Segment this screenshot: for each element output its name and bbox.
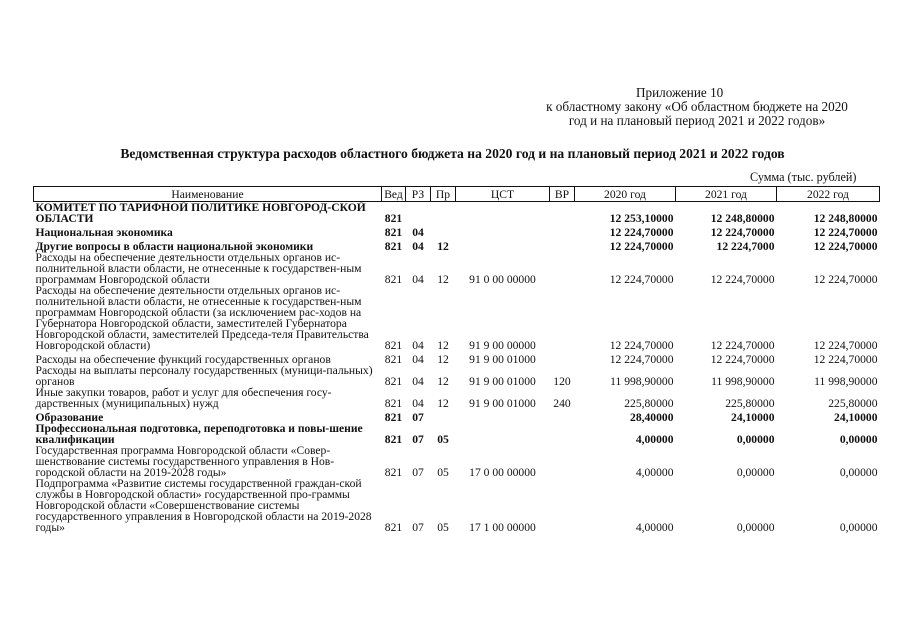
appendix-header [512, 86, 882, 128]
amount-2022-cell: 225,80000 [828, 397, 878, 410]
ved-cell: 821 [384, 397, 403, 410]
table-row [34, 252, 880, 285]
amount-2020-cell: 4,00000 [635, 433, 674, 446]
pr-cell: 12 [437, 353, 449, 366]
ved-cell: 821 [384, 212, 403, 225]
ved-cell: 821 [384, 273, 403, 286]
ved-cell: 821 [384, 240, 403, 253]
pr-cell [431, 224, 456, 238]
rz-cell: 04 [412, 339, 424, 352]
table-row [34, 285, 880, 351]
name-cell: Образование [35, 411, 104, 424]
amount-2022-cell: 0,00000 [839, 466, 878, 479]
ved-cell: 821 [384, 375, 403, 388]
amount-2022-cell: 12 224,70000 [813, 273, 878, 286]
header-2021: 2021 год [676, 187, 777, 202]
rz-cell [406, 202, 431, 225]
rz-cell: 07 [412, 466, 424, 479]
pr-cell: 12 [437, 375, 449, 388]
amount-2020-cell: 12 224,70000 [609, 273, 674, 286]
vr-cell [550, 238, 575, 252]
rz-cell: 04 [412, 397, 424, 410]
table-row [34, 387, 880, 409]
amount-2021-cell: 12 224,70000 [710, 339, 775, 352]
header-cst: ЦСТ [456, 187, 550, 202]
pr-cell: 05 [437, 433, 449, 446]
amount-2022-cell: 12 224,70000 [813, 240, 878, 253]
amount-2020-cell: 28,40000 [630, 411, 674, 424]
cst-cell: 17 0 00 00000 [469, 466, 536, 479]
appendix-period-line: год и на плановый период 2021 и 2022 годов» [568, 113, 826, 128]
name-cell: КОМИТЕТ ПО ТАРИФНОЙ ПОЛИТИКЕ НОВГОРОД-СКОЙ ОБЛАСТИ [35, 201, 366, 225]
amount-2022-cell: 11 998,90000 [814, 375, 878, 388]
table-row [34, 409, 880, 423]
name-cell: Иные закупки товаров, работ и услуг для обеспечения госу-дарственных (муниципальных) нужд [35, 386, 332, 410]
cst-cell [456, 238, 550, 252]
vr-cell [550, 445, 575, 478]
amount-2022-cell: 0,00000 [839, 521, 878, 534]
rz-cell: 04 [412, 273, 424, 286]
amount-2020-cell: 12 224,70000 [609, 226, 674, 239]
header-pr: Пр [431, 187, 456, 202]
header-vr: ВР [550, 187, 575, 202]
header-2022: 2022 год [777, 187, 880, 202]
amount-2020-cell: 4,00000 [635, 466, 674, 479]
table-row [34, 224, 880, 238]
vr-cell [550, 252, 575, 285]
pr-cell: 05 [437, 521, 449, 534]
vr-cell [550, 409, 575, 423]
budget-table [33, 186, 880, 533]
cst-cell [456, 202, 550, 225]
cst-cell: 91 9 00 01000 [469, 353, 536, 366]
amount-2020-cell: 12 224,70000 [609, 240, 674, 253]
cst-cell: 91 0 00 00000 [469, 273, 536, 286]
table-row [34, 202, 880, 225]
amount-2021-cell: 12 224,70000 [710, 353, 775, 366]
amount-2021-cell: 0,00000 [736, 521, 775, 534]
ved-cell: 821 [384, 433, 403, 446]
name-cell: Расходы на обеспечение функций государственных органов [35, 353, 331, 366]
vr-cell [550, 224, 575, 238]
vr-cell: 120 [553, 375, 571, 388]
rz-cell: 07 [412, 433, 424, 446]
document-title: Ведомственная структура расходов областного бюджета на 2020 год и на плановый период 2021 и 2022 годов [120, 146, 785, 161]
name-cell: Расходы на выплаты персоналу государственных (муници-пальных) органов [35, 364, 373, 388]
ved-cell: 821 [384, 353, 403, 366]
cst-cell: 91 9 00 00000 [469, 339, 536, 352]
pr-cell [431, 409, 456, 423]
rz-cell: 04 [412, 240, 424, 253]
rz-cell: 07 [412, 411, 424, 424]
ved-cell: 821 [384, 411, 403, 424]
vr-cell [550, 351, 575, 365]
amount-2021-cell: 24,10000 [731, 411, 775, 424]
vr-cell [550, 423, 575, 445]
name-cell: Национальная экономика [35, 226, 173, 239]
amount-2020-cell: 12 253,10000 [609, 212, 674, 225]
vr-cell [550, 478, 575, 533]
table-row [34, 351, 880, 365]
amount-2021-cell: 12 224,70000 [710, 226, 775, 239]
cst-cell [456, 224, 550, 238]
name-cell: Государственная программа Новгородской области «Совер-шенствование системы государственного управления в Нов-городской области на 2019-2028 годы» [35, 444, 335, 479]
vr-cell: 240 [553, 397, 571, 410]
amount-2021-cell: 11 998,90000 [711, 375, 775, 388]
amount-2021-cell: 225,80000 [725, 397, 775, 410]
amount-2021-cell: 0,00000 [736, 433, 775, 446]
ved-cell: 821 [384, 521, 403, 534]
appendix-law-line: к областному закону «Об областном бюджете на 2020 [546, 99, 848, 114]
header-ved: Вед [382, 187, 406, 202]
name-cell: Подпрограмма «Развитие системы государственной граждан-ской службы в Новгородской области» государственной про-граммы Новгородской области «Совершенствование системы государственного управления в Новгородской области на 2019-2028 годы» [35, 477, 372, 534]
ved-cell: 821 [384, 339, 403, 352]
table-row [34, 445, 880, 478]
unit-note: Сумма (тыс. рублей) [750, 170, 857, 184]
cst-cell: 91 9 00 01000 [469, 397, 536, 410]
pr-cell: 12 [437, 397, 449, 410]
amount-2020-cell: 225,80000 [624, 397, 674, 410]
rz-cell: 04 [412, 226, 424, 239]
pr-cell [431, 202, 456, 225]
cst-cell: 91 9 00 01000 [469, 375, 536, 388]
amount-2021-cell: 12 224,7000 [716, 240, 775, 253]
amount-2021-cell: 12 248,80000 [710, 212, 775, 225]
amount-2020-cell: 12 224,70000 [609, 339, 674, 352]
table-row [34, 423, 880, 445]
pr-cell: 12 [437, 273, 449, 286]
amount-2022-cell: 12 248,80000 [813, 212, 878, 225]
table-row [34, 478, 880, 533]
table-body [34, 202, 880, 534]
table-header-row [34, 187, 880, 202]
amount-2020-cell: 11 998,90000 [610, 375, 674, 388]
amount-2022-cell: 0,00000 [839, 433, 878, 446]
name-cell: Другие вопросы в области национальной экономики [35, 240, 314, 253]
appendix-number: Приложение 10 [636, 85, 724, 100]
amount-2022-cell: 24,10000 [834, 411, 878, 424]
cst-cell [456, 423, 550, 445]
amount-2020-cell: 4,00000 [635, 521, 674, 534]
name-cell: Профессиональная подготовка, переподготовка и повы-шение квалификации [35, 422, 363, 446]
amount-2022-cell: 12 224,70000 [813, 353, 878, 366]
pr-cell: 05 [437, 466, 449, 479]
name-cell: Расходы на обеспечение деятельности отдельных органов ис-полнительной власти области, не отнесенные к государствен-ным программам Новгородской области (за исключением рас-ходов на Губернатора Новгородской области, заместителей Губернатора Новгородской области, заместителей Председа-теля Правительства Новгородской области) [35, 284, 369, 352]
pr-cell: 12 [437, 240, 449, 253]
name-cell: Расходы на обеспечение деятельности отдельных органов ис-полнительной власти области, не отнесенные к государствен-ным программам Новгородской области [35, 251, 362, 286]
ved-cell: 821 [384, 226, 403, 239]
cst-cell [456, 409, 550, 423]
vr-cell [550, 202, 575, 225]
amount-2021-cell: 0,00000 [736, 466, 775, 479]
vr-cell [550, 285, 575, 351]
amount-2020-cell: 12 224,70000 [609, 353, 674, 366]
table-row [34, 365, 880, 387]
rz-cell: 04 [412, 353, 424, 366]
header-2020: 2020 год [575, 187, 676, 202]
amount-2022-cell: 12 224,70000 [813, 226, 878, 239]
rz-cell: 07 [412, 521, 424, 534]
amount-2022-cell: 12 224,70000 [813, 339, 878, 352]
ved-cell: 821 [384, 466, 403, 479]
rz-cell: 04 [412, 375, 424, 388]
table-row [34, 238, 880, 252]
header-rz: РЗ [406, 187, 431, 202]
pr-cell: 12 [437, 339, 449, 352]
amount-2021-cell: 12 224,70000 [710, 273, 775, 286]
cst-cell: 17 1 00 00000 [469, 521, 536, 534]
header-name: Наименование [34, 187, 382, 202]
